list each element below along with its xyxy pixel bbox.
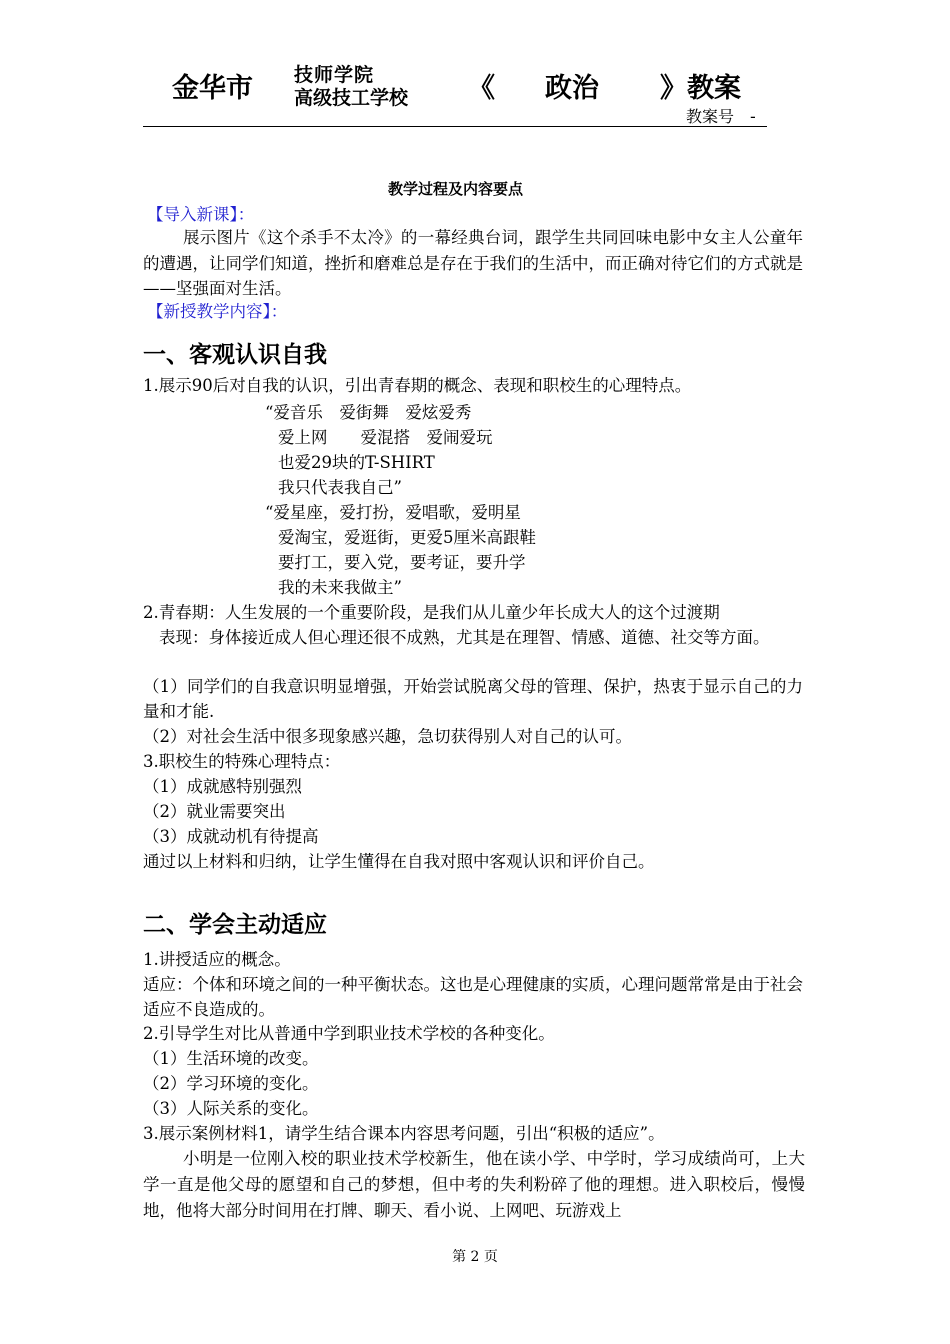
poem-line: 我的未来我做主” bbox=[278, 578, 402, 597]
part2-heading: 二、学会主动适应 bbox=[143, 912, 327, 938]
header-city: 金华市 bbox=[172, 73, 253, 104]
header-school-line2: 高级技工学校 bbox=[294, 87, 409, 109]
poem-line: “爱星座，爱打扮，爱唱歌，爱明星 bbox=[265, 503, 521, 522]
part1-sub2: （2）对社会生活中很多现象感兴趣，急切获得别人对自己的认可。 bbox=[143, 727, 632, 746]
header-subject: 政治 bbox=[545, 73, 599, 104]
trait-item: （1）成就感特别强烈 bbox=[143, 777, 302, 796]
header-rule bbox=[143, 126, 767, 127]
part2-definition: 适应：个体和环境之间的一种平衡状态。这也是心理健康的实质，心理问题常常是由于社会适应不良造成的。 bbox=[143, 975, 803, 1019]
trait-item: （3）成就动机有待提高 bbox=[143, 827, 319, 846]
poem-line: 爱上网 爱混搭 爱闹爱玩 bbox=[278, 428, 493, 447]
part1-item1: 1.展示90后对自我的认识，引出青春期的概念、表现和职校生的心理特点。 bbox=[143, 376, 692, 395]
header-quote-open: 《 bbox=[468, 73, 495, 104]
trait-item: （2）就业需要突出 bbox=[143, 802, 286, 821]
poem-line: 我只代表我自己” bbox=[278, 478, 402, 497]
poem-line: 爱淘宝，爱逛街，更爱5厘米高跟鞋 bbox=[278, 528, 536, 547]
intro-paragraph: 展示图片《这个杀手不太冷》的一幕经典台词，跟学生共同回味电影中女主人公童年的遭遇，让同学们知道，挫折和磨难总是存在于我们的生活中，而正确对待它们的方式就是——坚强面对生活。 bbox=[143, 228, 803, 298]
poem-line: “爱音乐 爱街舞 爱炫爱秀 bbox=[265, 403, 472, 422]
header-school-line1: 技师学院 bbox=[294, 64, 375, 86]
poem-line: 也爱29块的T-SHIRT bbox=[278, 453, 435, 472]
part2-item1: 1.讲授适应的概念。 bbox=[143, 950, 291, 969]
poem-line: 要打工，要入党，要考证，要升学 bbox=[278, 553, 526, 572]
change-item: （2）学习环境的变化。 bbox=[143, 1074, 319, 1093]
intro-label: 【导入新课】： bbox=[147, 205, 255, 224]
part2-item2: 2.引导学生对比从普通中学到职业技术学校的各种变化。 bbox=[143, 1024, 555, 1043]
change-item: （1）生活环境的改变。 bbox=[143, 1049, 319, 1068]
new-content-label: 【新授教学内容】： bbox=[147, 302, 288, 321]
part1-item2-detail: 表现：身体接近成人但心理还很不成熟，尤其是在理智、情感、道德、社交等方面。 bbox=[159, 628, 770, 647]
part1-item2: 2.青春期：人生发展的一个重要阶段，是我们从儿童少年长成大人的这个过渡期 bbox=[143, 603, 720, 622]
header-plan-number: 教案号 - bbox=[686, 107, 756, 126]
part1-item3: 3.职校生的特殊心理特点： bbox=[143, 752, 341, 771]
section-title: 教学过程及内容要点 bbox=[388, 180, 524, 198]
part2-item3: 3.展示案例材料1，请学生结合课本内容思考问题，引出“积极的适应”。 bbox=[143, 1124, 665, 1143]
header-quote-close: 》教案 bbox=[660, 73, 741, 104]
part1-heading: 一、客观认识自我 bbox=[143, 342, 327, 368]
part2-case: 小明是一位刚入校的职业技术学校新生，他在读小学、中学时，学习成绩尚可，上大学一直是他父母的愿望和自己的梦想，但中考的失利粉碎了他的理想。进入职校后，慢慢地，他将大部分时间用在打牌、聊天、看小说、上网吧、玩游戏上 bbox=[143, 1149, 805, 1220]
part1-summary: 通过以上材料和归纳，让学生懂得在自我对照中客观认识和评价自己。 bbox=[143, 852, 655, 871]
page-number: 第 2 页 bbox=[452, 1249, 498, 1265]
change-item: （3）人际关系的变化。 bbox=[143, 1099, 319, 1118]
part1-sub1: （1）同学们的自我意识明显增强，开始尝试脱离父母的管理、保护，热衷于显示自己的力量和才能. bbox=[143, 677, 803, 721]
